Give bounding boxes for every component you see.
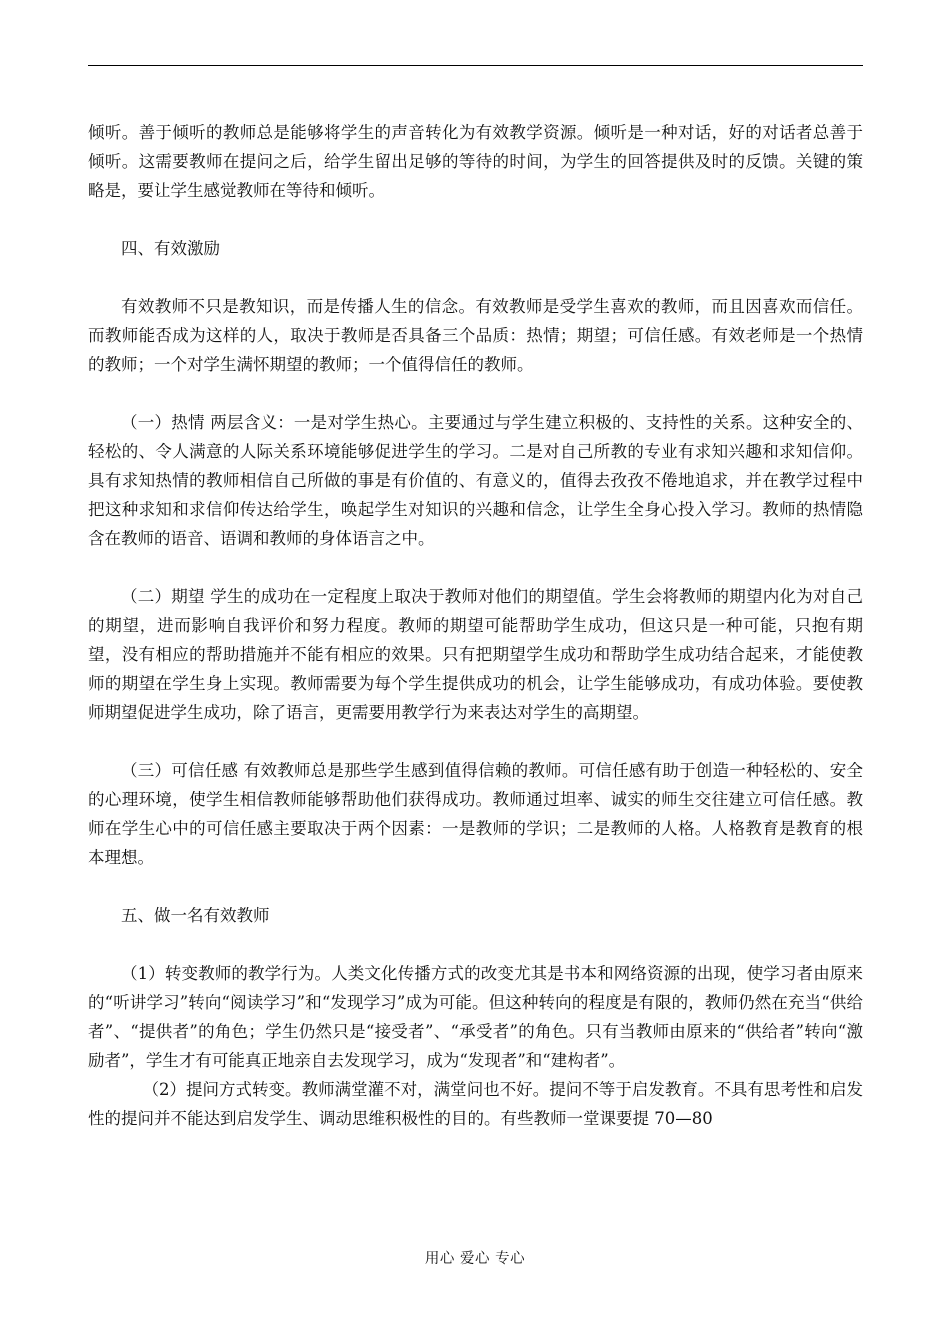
header-rule	[88, 65, 863, 66]
paragraph-enthusiasm: （一）热情 两层含义：一是对学生热心。主要通过与学生建立积极的、支持性的关系。这种安全的、轻松的、令人满意的人际关系环境能够促进学生的学习。二是对自己所教的专业有求知兴趣和求知信仰。具有求知热情的教师相信自己所做的事是有价值的、有意义的，值得去孜孜不倦地追求，并在教学过程中把这种求知和求信仰传达给学生，唤起学生对知识的兴趣和信念，让学生全身心投入学习。教师的热情隐含在教师的语音、语调和教师的身体语言之中。	[88, 413, 863, 548]
section-heading-be-effective-teacher: 五、做一名有效教师	[121, 906, 270, 925]
paragraph-trustworthiness: （三）可信任感 有效教师总是那些学生感到值得信赖的教师。可信任感有助于创造一种轻松的、安全的心理环境，使学生相信教师能够帮助他们获得成功。教师通过坦率、诚实的师生交往建立可信任感。教师在学生心中的可信任感主要取决于两个因素：一是教师的学识；二是教师的人格。人格教育是教育的根本理想。	[88, 761, 863, 867]
document-body	[88, 118, 863, 1133]
paragraph-change-teaching-behavior: （1）转变教师的教学行为。人类文化传播方式的改变尤其是书本和网络资源的出现，使学习者由原来的“听讲学习”转向“阅读学习”和“发现学习”成为可能。但这种转向的程度是有限的，教师仍然在充当“供给者”、“提供者”的角色；学生仍然只是“接受者”、“承受者”的角色。只有当教师由原来的“供给者”转向“激励者”，学生才有可能真正地亲自去发现学习，成为“发现者”和“建构者”。	[88, 964, 863, 1070]
paragraph-expectation: （二）期望 学生的成功在一定程度上取决于教师对他们的期望值。学生会将教师的期望内化为对自己的期望，进而影响自我评价和努力程度。教师的期望可能帮助学生成功，但这只是一种可能，只抱有期望，没有相应的帮助措施并不能有相应的效果。只有把期望学生成功和帮助学生成功结合起来，才能使教师的期望在学生身上实现。教师需要为每个学生提供成功的机会，让学生能够成功，有成功体验。要使教师期望促进学生成功，除了语言，更需要用教学行为来表达对学生的高期望。	[88, 587, 863, 722]
paragraph-effective-teacher: 有效教师不只是教知识，而是传播人生的信念。有效教师是受学生喜欢的教师，而且因喜欢而信任。而教师能否成为这样的人，取决于教师是否具备三个品质：热情；期望；可信任感。有效老师是一个热情的教师；一个对学生满怀期望的教师；一个值得信任的教师。	[88, 297, 863, 374]
paragraph-listening: 倾听。善于倾听的教师总是能够将学生的声音转化为有效教学资源。倾听是一种对话，好的对话者总善于倾听。这需要教师在提问之后，给学生留出足够的等待的时间，为学生的回答提供及时的反馈。关键的策略是，要让学生感觉教师在等待和倾听。	[88, 123, 863, 200]
paragraph-questioning-change: （2）提问方式转变。教师满堂灌不对，满堂问也不好。提问不等于启发教育。不具有思考性和启发性的提问并不能达到启发学生、调动思维积极性的目的。有些教师一堂课要提 70—80	[88, 1080, 863, 1128]
page-footer: 用心 爱心 专心	[424, 1251, 526, 1267]
section-heading-effective-motivation: 四、有效激励	[121, 239, 220, 258]
